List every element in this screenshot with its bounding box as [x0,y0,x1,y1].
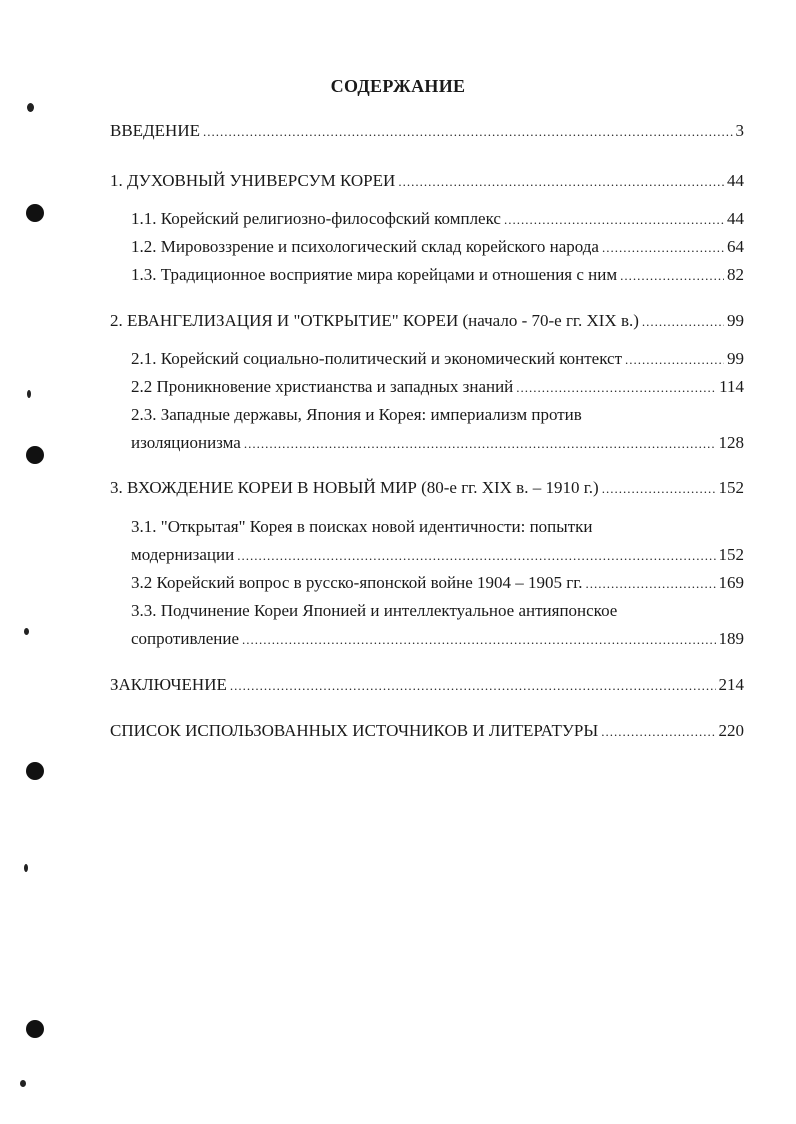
scan-speck [24,628,29,635]
toc-entry[interactable] [110,477,744,500]
punch-hole [26,1020,44,1038]
toc-page-number: 114 [719,377,744,396]
dot-leader [602,478,716,500]
scan-speck [24,864,28,872]
toc-entry-title: 2.3. Западные державы, Япония и Корея: империализм против [131,405,582,424]
scan-speck [27,390,31,398]
toc-entry-title: 3.1. "Открытая" Корея в поисках новой идентичности: попытки [131,517,593,536]
toc-entry-title: сопротивление [131,629,240,648]
toc-page-number: 189 [718,629,744,648]
toc-page-number: 152 [718,545,744,564]
dot-leader [620,265,724,287]
dot-leader [601,721,715,743]
dot-leader [203,121,733,143]
scan-speck [27,103,34,112]
dot-leader [244,433,716,455]
toc-page-number: 214 [718,675,744,694]
toc-entry[interactable] [131,348,744,371]
toc-page-number: 64 [727,237,744,256]
toc-page-number: 99 [727,349,744,368]
toc-page-number: 44 [727,171,744,190]
toc-page-number: 220 [718,721,744,740]
toc-entry[interactable] [131,236,744,259]
toc-page-number: 82 [727,265,744,284]
toc-entry-title: модернизации [131,545,235,564]
toc-page-number: 3 [735,121,744,140]
punch-hole [26,446,44,464]
toc-entry-title: 1.2. Мировоззрение и психологический склад корейского народа [131,237,599,256]
toc-entry[interactable] [131,516,744,538]
dot-leader [602,237,724,259]
toc-entry[interactable] [131,404,744,426]
toc-entry-title: 2. ЕВАНГЕЛИЗАЦИЯ И "ОТКРЫТИЕ" КОРЕИ (начало - 70-е гг. XIX в.) [110,311,639,330]
toc-page-number: 128 [718,433,744,452]
toc-page-number: 99 [727,311,744,330]
dot-leader [642,311,724,333]
dot-leader [516,377,716,399]
dot-leader [504,209,724,231]
toc-entry-title: 3.2 Корейский вопрос в русско-японской войне 1904 – 1905 гг. [131,573,583,592]
toc-entry[interactable] [110,170,744,193]
toc-entry-title: 3. ВХОЖДЕНИЕ КОРЕИ В НОВЫЙ МИР (80-е гг. XIX в. – 1910 г.) [110,478,599,497]
page-title: СОДЕРЖАНИЕ [330,76,466,96]
punch-hole [26,204,44,222]
punch-hole [26,762,44,780]
toc-entry[interactable] [110,674,744,697]
scan-speck [20,1080,26,1087]
toc-entry[interactable] [131,600,744,622]
toc-page-number: 169 [718,573,744,592]
dot-leader [230,675,716,697]
toc-entry[interactable] [131,376,744,399]
dot-leader [625,349,724,371]
toc-page-number: 152 [718,478,744,497]
toc-entry-title: СПИСОК ИСПОЛЬЗОВАННЫХ ИСТОЧНИКОВ И ЛИТЕРАТУРЫ [110,721,599,740]
toc-entry-continuation[interactable] [131,432,744,455]
toc-entry-title: 1.3. Традиционное восприятие мира корейцами и отношения с ним [131,265,618,284]
toc-entry-title: ВВЕДЕНИЕ [110,121,200,140]
dot-leader [586,573,716,595]
toc-entry[interactable] [110,120,744,143]
toc-entry-title: 2.1. Корейский социально-политический и экономический контекст [131,349,623,368]
toc-entry-continuation[interactable] [131,544,744,567]
dot-leader [237,545,715,567]
toc-page-number: 44 [727,209,744,228]
toc-entry[interactable] [131,572,744,595]
toc-entry-continuation[interactable] [131,628,744,651]
toc-entry[interactable] [131,264,744,287]
toc-entry-title: изоляционизма [131,433,241,452]
toc-entry-title: 1.1. Корейский религиозно-философский комплекс [131,209,501,228]
toc-entry-title: 2.2 Проникновение христианства и западных знаний [131,377,514,396]
toc-entry-title: 1. ДУХОВНЫЙ УНИВЕРСУМ КОРЕИ [110,171,396,190]
toc-entry[interactable] [110,310,744,333]
toc-entry[interactable] [110,720,744,743]
toc-entry[interactable] [131,208,744,231]
toc-entry-title: 3.3. Подчинение Кореи Японией и интеллектуальное антияпонское [131,601,618,620]
dot-leader [398,171,724,193]
toc-entry-title: ЗАКЛЮЧЕНИЕ [110,675,227,694]
dot-leader [242,629,715,651]
